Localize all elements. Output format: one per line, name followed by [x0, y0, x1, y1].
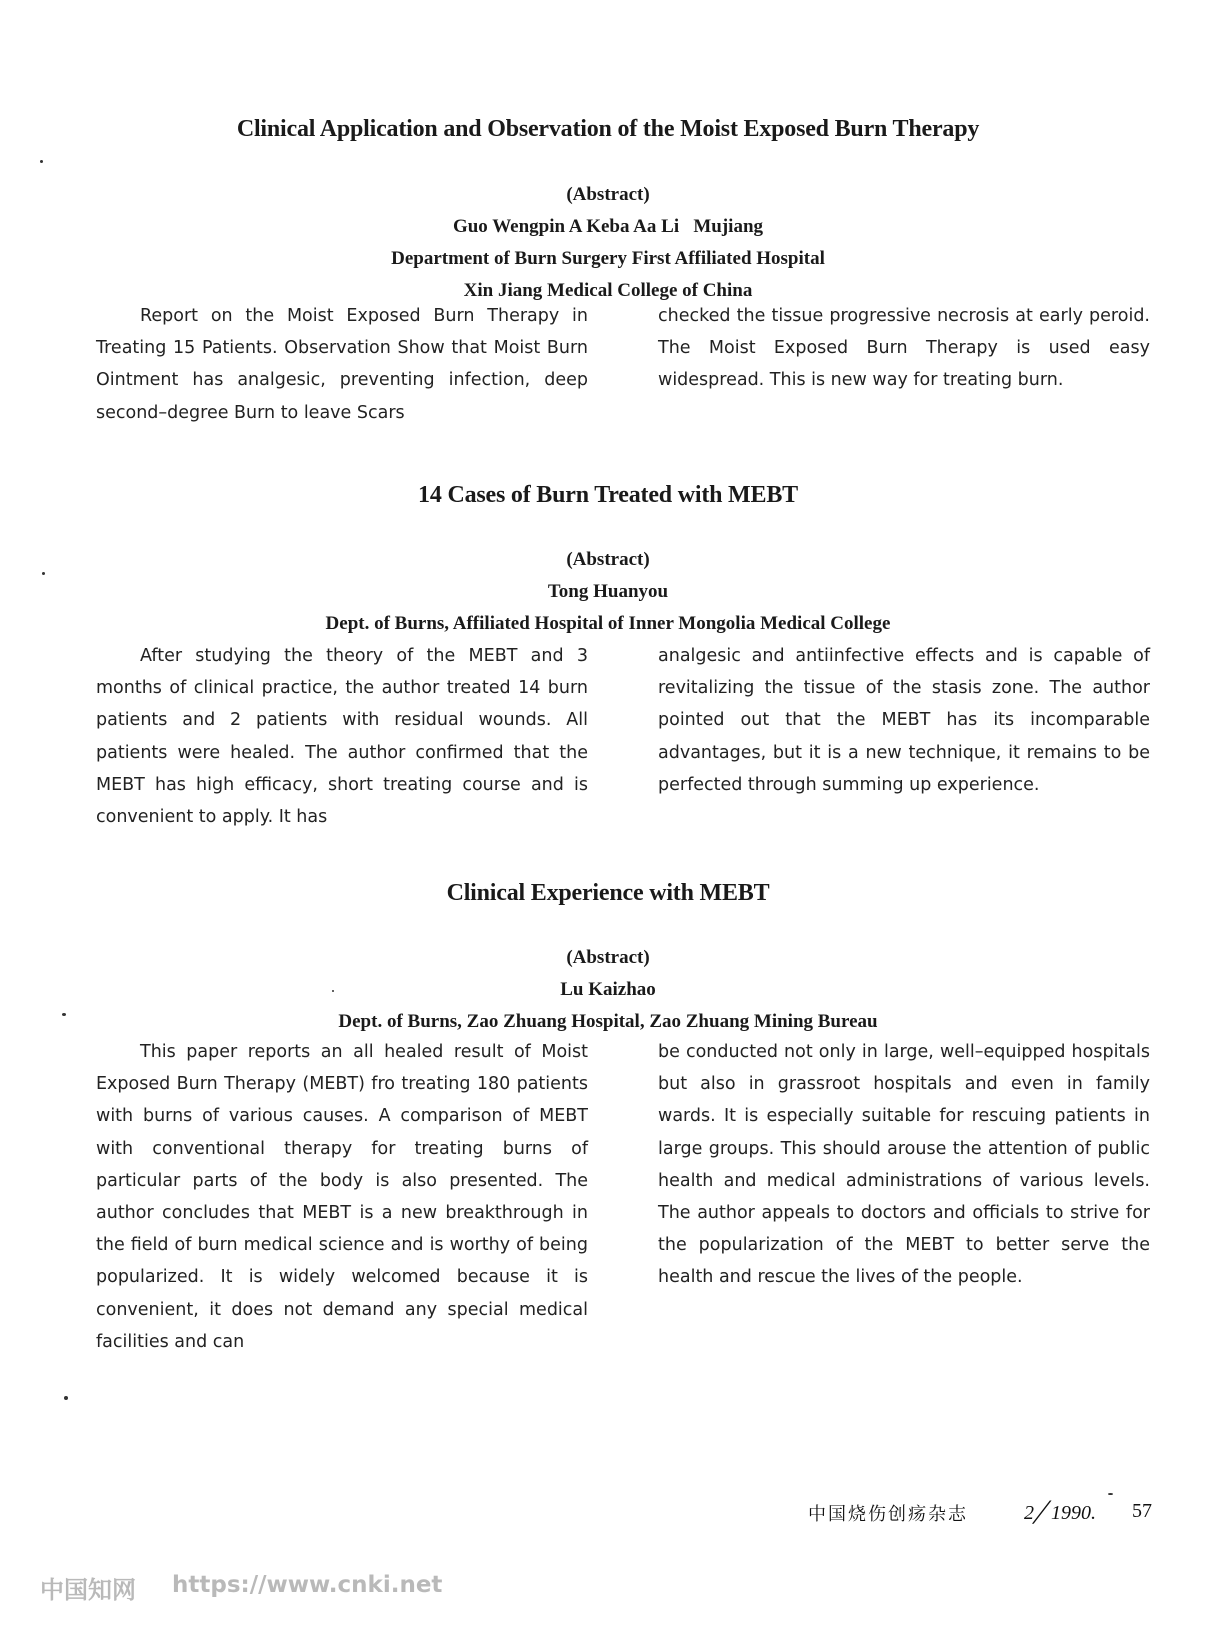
article-authors: Guo Wengpin A Keba Aa Li Mujiang — [452, 216, 764, 237]
article-3 — [0, 880, 1216, 1038]
abstract-label: (Abstract) — [566, 549, 650, 570]
article-title: 14 Cases of Burn Treated with MEBT — [418, 482, 798, 508]
abstract-text-right: be conducted not only in large, well–equipped hospitals but also in grassroot hospitals and even in family wards. It is especially suitable for rescuing patients in large groups. This should arouse the attention of public health and medical administrations of various levels. The author appeals to doctors and officials to strive for the popularization of the MEBT to better serve the health and rescue the lives of the people. — [658, 1042, 1150, 1288]
article-affiliation: Xin Jiang Medical College of China — [463, 280, 753, 301]
cnki-watermark-logo: 中国知网 — [40, 1576, 136, 1604]
abstract-text-right: analgesic and antiinfective effects and is capable of revitalizing the tissue of the stasis zone. The author pointed out that the MEBT has its incomparable advantages, but it is a new technique, it remains to be perfected through summing up experience. — [658, 646, 1150, 795]
scan-speck — [332, 990, 334, 992]
abstract-text-left: This paper reports an all healed result of Moist Exposed Burn Therapy (MEBT) fro treating 180 patients with burns of various causes. A comparison of MEBT with conventional therapy for treating burns of particular parts of the body is also presented. The author concludes that MEBT is a new breakthrough in the field of burn medical science and is worthy of being popularized. It is widely welcomed because it is convenient, it does not demand any special medical facilities and can — [96, 1042, 588, 1352]
article-title: Clinical Application and Observation of the Moist Exposed Burn Therapy — [236, 116, 980, 142]
article-affiliation: Dept. of Burns, Zao Zhuang Hospital, Zao Zhuang Mining Bureau — [338, 1011, 878, 1032]
scan-speck — [1108, 1493, 1113, 1495]
abstract-label: (Abstract) — [566, 184, 650, 205]
abstract-text-left: After studying the theory of the MEBT and 3 months of clinical practice, the author treated 14 burn patients and 2 patients with residual wounds. All patients were healed. The author confirmed that the MEBT has high efficacy, short treating course and is convenient to apply. It has — [96, 646, 588, 828]
scan-speck — [64, 1396, 68, 1400]
article-affiliation: Dept. of Burns, Affiliated Hospital of Inner Mongolia Medical College — [325, 613, 891, 634]
abstract-label: (Abstract) — [566, 947, 650, 968]
article-affiliation: Department of Burn Surgery First Affiliated Hospital — [391, 248, 825, 269]
scan-speck — [40, 160, 43, 163]
issue-number: 2╱ 1990. — [1024, 1502, 1097, 1524]
article-authors: Lu Kaizhao — [560, 979, 656, 1000]
abstract-text-right: checked the tissue progressive necrosis at early peroid. The Moist Exposed Burn Therapy is used easy widespread. This is new way for treating burn. — [658, 306, 1150, 391]
article-2 — [0, 482, 1216, 640]
journal-name: 中国烧伤创疡杂志 — [808, 1504, 968, 1525]
article-title: Clinical Experience with MEBT — [446, 880, 770, 906]
cnki-watermark-url: https://www.cnki.net — [172, 1572, 443, 1598]
page-number: 57 — [1132, 1500, 1152, 1522]
scan-speck — [42, 572, 45, 575]
scan-speck — [62, 1013, 66, 1016]
article-authors: Tong Huanyou — [547, 581, 669, 602]
abstract-text-left: Report on the Moist Exposed Burn Therapy in Treating 15 Patients. Observation Show that Moist Burn Ointment has analgesic, preventing infection, deep second–degree Burn to leave Scars — [96, 306, 588, 423]
article-1 — [0, 116, 1216, 307]
